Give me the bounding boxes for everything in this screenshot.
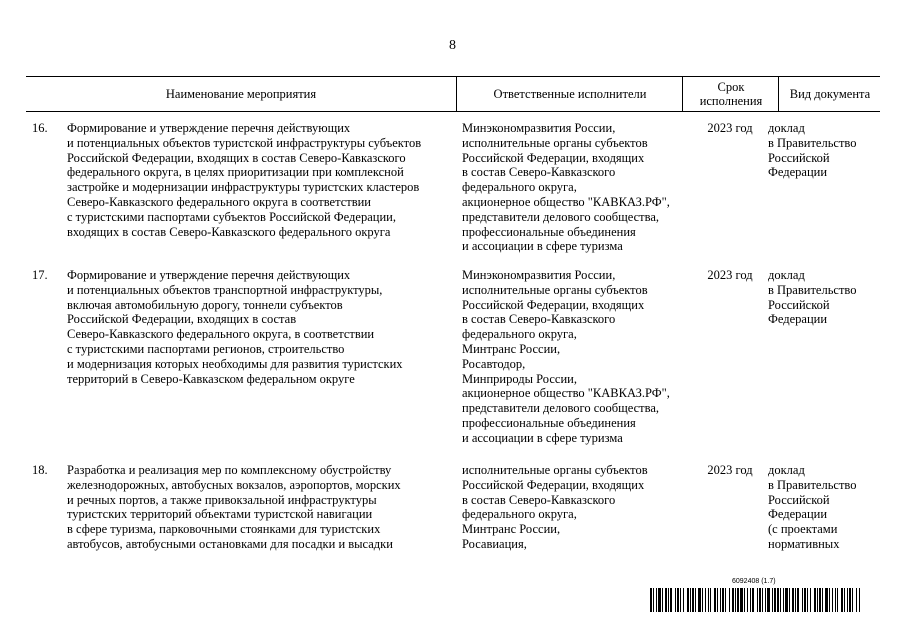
row-responsible-line: в состав Северо-Кавказского xyxy=(462,492,616,507)
row-name xyxy=(67,268,452,386)
row-name-line: с туристскими паспортами регионов, строительство xyxy=(67,341,345,356)
barcode-bar xyxy=(677,588,679,612)
barcode-code: 6092408 (1.7) xyxy=(732,578,776,585)
row-doc-line: Федерации xyxy=(768,312,828,327)
row-responsible xyxy=(462,121,682,254)
header-term-line2: исполнения xyxy=(699,94,763,108)
row-name-line: Разработка и реализация мер по комплексному обустройству xyxy=(67,463,392,477)
barcode-bar xyxy=(757,588,758,612)
row-doc-type xyxy=(768,268,878,327)
barcode-bar xyxy=(795,588,796,612)
row-responsible-line: Минтранс России, xyxy=(462,522,561,537)
barcode-bar xyxy=(695,588,696,612)
header-term xyxy=(682,77,779,111)
barcode-bar xyxy=(762,588,763,612)
row-responsible-line: Российской Федерации, входящих xyxy=(462,477,645,492)
barcode-bar xyxy=(859,588,860,612)
row-doc-type xyxy=(768,463,878,552)
row-doc-line: Российской xyxy=(768,297,830,312)
barcode-bar xyxy=(670,588,672,612)
barcode-bar xyxy=(829,588,830,612)
barcode-bar xyxy=(683,588,684,612)
row-term: 2023 год xyxy=(707,268,753,282)
barcode-bar xyxy=(744,588,745,612)
barcode-bar xyxy=(832,588,833,612)
barcode-bar xyxy=(852,588,853,612)
header-name: Наименование мероприятия xyxy=(165,87,317,101)
header-term-line1: Срок xyxy=(717,80,745,94)
row-name-line: автобусов, автобусными остановками для посадки и высадки xyxy=(67,536,393,551)
barcode-bar xyxy=(725,588,726,612)
row-name-line: с туристскими паспортами субъектов Российской Федерации, xyxy=(67,209,396,224)
barcode-bar xyxy=(814,588,816,612)
barcode-bar xyxy=(802,588,803,612)
row-responsible-line: Росавтодор, xyxy=(462,356,526,371)
row-responsible-line: Минэкономразвития России, xyxy=(462,121,616,135)
row-responsible-line: исполнительные органы субъектов xyxy=(462,135,648,150)
row-name-line: Формирование и утверждение перечня действующих xyxy=(67,268,351,282)
row-name-line: и потенциальных объектов транспортной инфраструктуры, xyxy=(67,282,383,297)
barcode-bar xyxy=(822,588,823,612)
row-responsible-line: и ассоциации в сфере туризма xyxy=(462,430,623,445)
barcode-bar xyxy=(835,588,836,612)
row-name-line: входящих в состав Северо-Кавказского федерального округа xyxy=(67,224,391,239)
row-responsible-line: представители делового сообщества, xyxy=(462,401,660,416)
barcode-bar xyxy=(797,588,799,612)
barcode-bar xyxy=(708,588,709,612)
row-responsible-line: профессиональные объединения xyxy=(462,415,636,430)
barcode-bar xyxy=(767,588,770,612)
header-doc-type: Вид документа xyxy=(778,77,881,111)
row-doc-line: в Правительство xyxy=(768,477,857,492)
barcode-bar xyxy=(810,588,811,612)
row-responsible-line: Минэкономразвития России, xyxy=(462,268,616,282)
row-responsible-line: в состав Северо-Кавказского xyxy=(462,312,616,327)
header-responsible: Ответственные исполнители xyxy=(456,77,683,111)
row-name-line: Северо-Кавказского федерального округа в соответствии xyxy=(67,194,371,209)
row-doc-line: Федерации xyxy=(768,507,828,522)
barcode-bar xyxy=(658,588,661,612)
row-name-line: туристских территорий объектами туристской навигации xyxy=(67,507,373,522)
barcode-bar xyxy=(687,588,689,612)
row-doc-line: Российской xyxy=(768,150,830,165)
row-responsible-line: федерального округа, xyxy=(462,327,577,342)
barcode-bar xyxy=(750,588,751,612)
barcode-bar xyxy=(783,588,784,612)
barcode-bar xyxy=(662,588,663,612)
barcode-bar xyxy=(777,588,779,612)
row-name-line: Российской Федерации, входящих в состав xyxy=(67,312,297,327)
row-responsible xyxy=(462,268,682,446)
barcode-bar xyxy=(752,588,754,612)
barcode-bar xyxy=(774,588,776,612)
barcode-bar xyxy=(747,588,748,612)
row-name xyxy=(67,121,452,239)
row-responsible-line: исполнительные органы субъектов xyxy=(462,463,648,477)
row-doc-line: (с проектами xyxy=(768,522,838,537)
barcode-bar xyxy=(740,588,743,612)
row-doc-line: нормативных xyxy=(768,536,840,551)
row-responsible-line: Минприроды России, xyxy=(462,371,577,386)
barcode-bar xyxy=(714,588,716,612)
row-number: 16. xyxy=(32,121,48,135)
row-responsible xyxy=(462,463,682,552)
barcode-bar xyxy=(765,588,766,612)
barcode-bar xyxy=(722,588,724,612)
row-name xyxy=(67,463,452,552)
barcode-bar xyxy=(780,588,781,612)
row-doc-line: доклад xyxy=(768,121,805,135)
barcode-bar xyxy=(692,588,694,612)
row-term: 2023 год xyxy=(707,463,753,477)
row-doc-line: доклад xyxy=(768,463,805,477)
row-responsible-line: Росавиация, xyxy=(462,536,527,551)
row-responsible-line: федерального округа, xyxy=(462,507,577,522)
barcode-bar xyxy=(705,588,706,612)
row-name-line: Северо-Кавказского федерального округа, в соответствии xyxy=(67,327,375,342)
row-name-line: Формирование и утверждение перечня действующих xyxy=(67,121,351,135)
row-name-line: и потенциальных объектов туристской инфраструктуры субъектов xyxy=(67,135,422,150)
table-header xyxy=(26,76,880,112)
row-doc-line: в Правительство xyxy=(768,135,857,150)
barcode-bar xyxy=(656,588,657,612)
barcode-bar xyxy=(807,588,808,612)
row-name-line: и речных портов, а также привокзальной инфраструктуры xyxy=(67,492,377,507)
barcode-bar xyxy=(650,588,652,612)
barcode-bar xyxy=(844,588,845,612)
row-responsible-line: Российской Федерации, входящих xyxy=(462,150,645,165)
row-responsible-line: исполнительные органы субъектов xyxy=(462,282,648,297)
row-responsible-line: представители делового сообщества, xyxy=(462,209,660,224)
barcode-bar xyxy=(772,588,773,612)
barcode-bar xyxy=(785,588,788,612)
barcode-bar xyxy=(841,588,843,612)
barcode-bar xyxy=(825,588,828,612)
barcode-bar xyxy=(759,588,761,612)
barcode-bar xyxy=(698,588,701,612)
row-responsible-line: акционерное общество "КАВКАЗ.РФ", xyxy=(462,386,670,401)
barcode-bar xyxy=(817,588,818,612)
barcode-bar xyxy=(837,588,838,612)
barcode-bar xyxy=(732,588,734,612)
barcode-bar xyxy=(856,588,857,612)
row-responsible-line: акционерное общество "КАВКАЗ.РФ", xyxy=(462,194,670,209)
barcode-bar xyxy=(847,588,848,612)
row-name-line: включая автомобильную дорогу, тоннели субъектов xyxy=(67,297,343,312)
barcode-bar xyxy=(819,588,821,612)
barcode-bar xyxy=(720,588,721,612)
row-name-line: застройке и модернизации инфраструктуры туристских кластеров xyxy=(67,180,420,195)
row-responsible-line: Российской Федерации, входящих xyxy=(462,297,645,312)
row-number: 18. xyxy=(32,463,48,477)
barcode-bar xyxy=(675,588,676,612)
row-name-line: Российской Федерации, входящих в состав Северо-Кавказского xyxy=(67,150,406,165)
row-responsible-line: и ассоциации в сфере туризма xyxy=(462,239,623,254)
page-number: 8 xyxy=(449,38,456,53)
row-responsible-line: Минтранс России, xyxy=(462,341,561,356)
barcode-bar xyxy=(702,588,703,612)
barcode-bar xyxy=(729,588,730,612)
barcode-bar xyxy=(710,588,711,612)
barcode-bar xyxy=(680,588,681,612)
row-name-line: федерального округа, в целях приоритизации при комплексной xyxy=(67,165,404,180)
barcode-bar xyxy=(735,588,736,612)
barcode-bar xyxy=(792,588,794,612)
barcode-bar xyxy=(665,588,667,612)
row-responsible-line: федерального округа, xyxy=(462,180,577,195)
row-doc-line: Российской xyxy=(768,492,830,507)
row-name-line: территорий в Северо-Кавказском федеральном округе xyxy=(67,371,355,386)
barcode-bars-icon xyxy=(650,588,860,612)
barcode-bar xyxy=(804,588,806,612)
row-doc-line: Федерации xyxy=(768,165,828,180)
barcode-bar xyxy=(690,588,691,612)
row-term: 2023 год xyxy=(707,121,753,135)
barcode-bar xyxy=(849,588,851,612)
row-doc-line: доклад xyxy=(768,268,805,282)
barcode-bar xyxy=(717,588,718,612)
row-responsible-line: в состав Северо-Кавказского xyxy=(462,165,616,180)
barcode-bar xyxy=(668,588,669,612)
row-name-line: в сфере туризма, парковочными стоянками для туристских xyxy=(67,522,381,537)
barcode-bar xyxy=(737,588,739,612)
row-name-line: железнодорожных, автобусных вокзалов, аэропортов, морских xyxy=(67,477,401,492)
row-doc-line: в Правительство xyxy=(768,282,857,297)
barcode-bar xyxy=(789,588,790,612)
row-number: 17. xyxy=(32,268,48,282)
row-responsible-line: профессиональные объединения xyxy=(462,224,636,239)
row-doc-type xyxy=(768,121,878,180)
row-name-line: и модернизация которых необходимы для развития туристских xyxy=(67,356,403,371)
barcode-bar xyxy=(653,588,654,612)
